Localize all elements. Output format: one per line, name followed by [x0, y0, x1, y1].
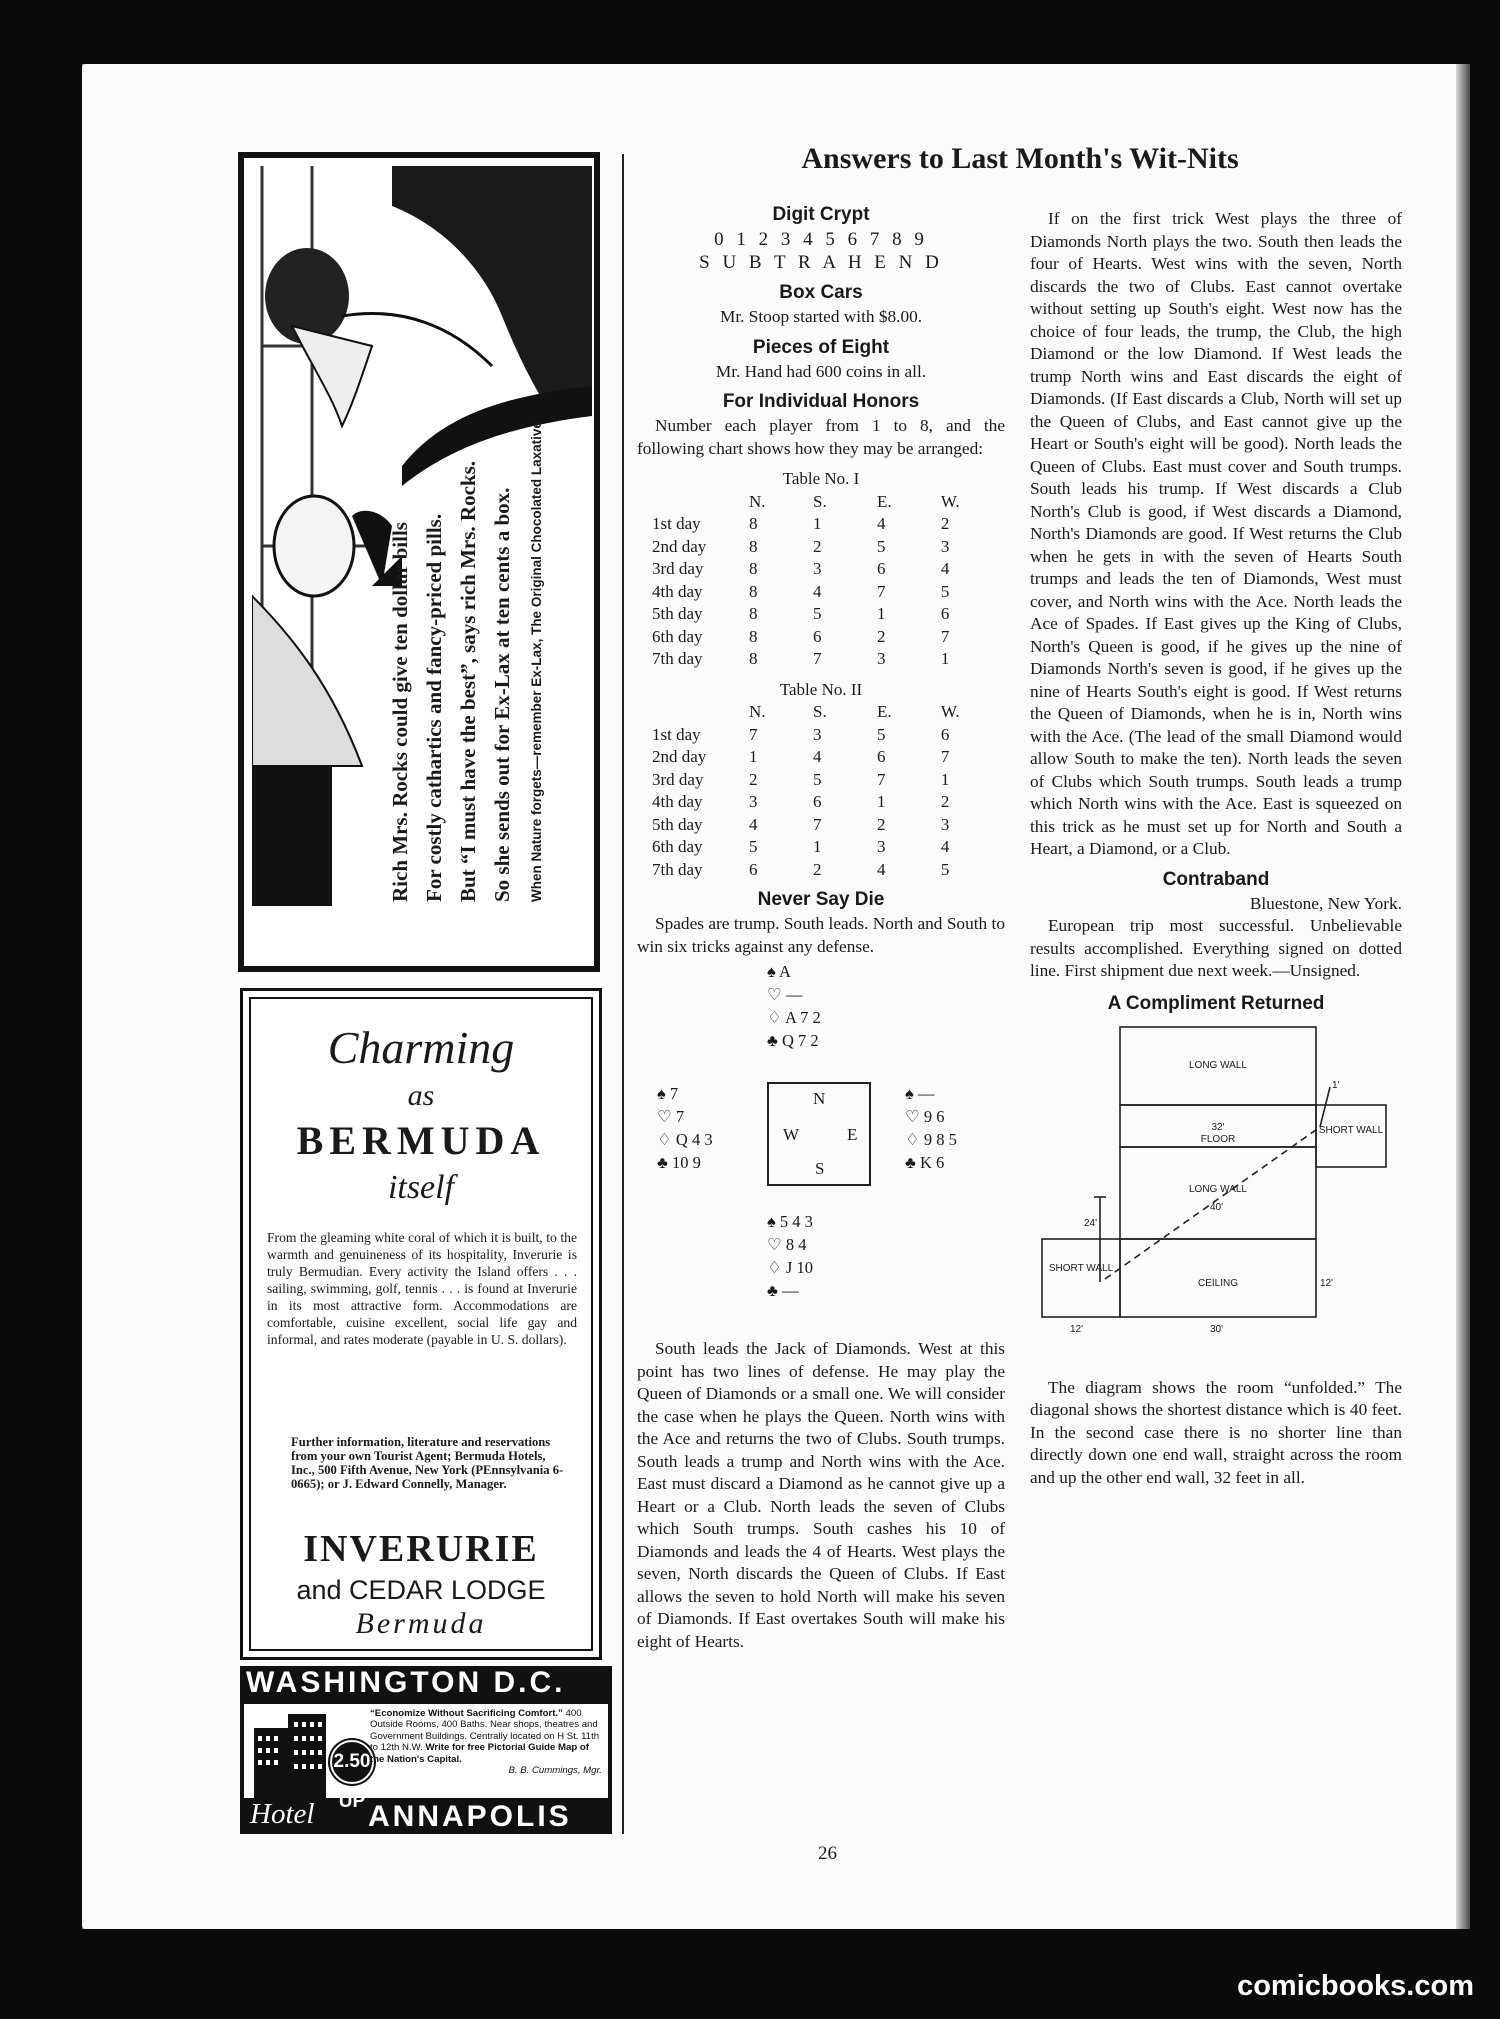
south-clubs: ♣ —: [767, 1281, 799, 1300]
never-say-die-solution: South leads the Jack of Diamonds. West at this point has two lines of defense. He may play the Queen of Diamonds or a small one. We will consider the case when he plays the Queen. North wins with the Ace and returns the two of Clubs. South trumps. South leads a trump and North wins with the Ace. East must discard a Diamond as he cannot give up a Heart or a Club. North leads the seven of Clubs which South trumps. South cashes his 10 of Diamonds and leads the 4 of Hearts. West plays the seven, North discards the Queen of Clubs. If East allows the seven to hold North will make his seven of Diamonds. If East overtakes South will make his eight of Hearts.: [637, 1339, 1005, 1651]
label-long-wall-top: LONG WALL: [1189, 1059, 1247, 1071]
table-row-day: 5th day: [652, 814, 703, 834]
label-dim-1: 1': [1332, 1079, 1340, 1091]
table-cell: 8: [749, 559, 758, 578]
table-cell: 7: [876, 581, 886, 601]
table-row: [652, 836, 1005, 859]
table-row: [652, 746, 1005, 769]
table-cell: 5: [813, 604, 822, 623]
table-column-header: N.: [749, 491, 766, 511]
north-clubs: ♣ Q 7 2: [767, 1031, 819, 1050]
label-ceiling: CEILING: [1197, 1277, 1238, 1289]
table-column-header: E.: [876, 491, 892, 511]
table-cell: 7: [940, 747, 950, 766]
ad-charming: Charming: [327, 1022, 515, 1073]
table-row-day: 2nd day: [652, 747, 707, 766]
south-hand: [767, 1210, 813, 1302]
south-spades: ♠ 5 4 3: [767, 1212, 813, 1231]
table-cell: 2: [940, 792, 950, 811]
ad-manager: B. B. Cummings, Mgr.: [508, 1765, 602, 1777]
table-cell: 2: [749, 769, 758, 789]
west-hearts: ♡ 7: [657, 1107, 685, 1126]
table-row-day: 7th day: [652, 649, 703, 668]
label-dim-30: 30': [1210, 1323, 1224, 1335]
compass-s: S: [815, 1159, 825, 1178]
table-cell: 3: [749, 792, 758, 811]
table-column-header: S.: [813, 702, 827, 721]
table-cell: 4: [876, 514, 886, 533]
room-unfolded-diagram: [1030, 1017, 1402, 1377]
north-hearts: ♡ —: [767, 985, 803, 1004]
article-column-1: [637, 202, 1005, 1653]
exlax-line-2: For costly cathartics and fancy-priced pills.: [422, 513, 446, 902]
table-row-day: 2nd day: [652, 536, 707, 556]
table-header-blank: [652, 491, 749, 514]
table-cell: 3: [940, 536, 950, 556]
east-diamonds: ♢ 9 8 5: [905, 1130, 957, 1149]
table-row: [652, 581, 1005, 604]
column-divider: [622, 154, 624, 1834]
inverurie-bermuda-advertisement: [240, 988, 602, 1660]
table-cell: 8: [749, 604, 758, 623]
east-hearts: ♡ 9 6: [905, 1107, 945, 1126]
next-page-edge: [1456, 64, 1470, 1929]
contraband-dateline: Bluestone, New York.: [1249, 893, 1402, 913]
table-row-day: 5th day: [652, 604, 703, 623]
compliment-heading: A Compliment Returned: [1107, 992, 1325, 1014]
label-dim-12-bottom: 12': [1070, 1323, 1084, 1335]
ad-annapolis-body: 400 Outside Rooms, 400 Baths. Near shops, theatres and Government Buildings. Centrally located on H St. 11th to 12th N.W.: [370, 1708, 600, 1754]
table-cell: 8: [749, 536, 758, 556]
table-row-day: 1st day: [652, 514, 701, 533]
honors-heading: For Individual Honors: [722, 391, 920, 412]
table-row: [652, 603, 1005, 626]
table-header-row: [652, 701, 1005, 724]
table-row: [652, 791, 1005, 814]
table-cell: 6: [940, 604, 950, 623]
table-cell: 8: [749, 581, 758, 601]
table-cell: 7: [813, 814, 822, 834]
exlax-advertisement: [238, 152, 600, 972]
hotel-annapolis-advertisement: [240, 1666, 612, 1834]
table-row-day: 3rd day: [652, 559, 704, 578]
ad-as: as: [407, 1079, 435, 1112]
label-short-wall-right: SHORT WALL: [1318, 1124, 1384, 1136]
table-cell: 3: [940, 814, 950, 834]
table-cell: 2: [876, 626, 886, 646]
table-header-row: [652, 491, 1005, 514]
north-spades: ♠ A: [767, 962, 791, 981]
ad-body-copy: From the gleaming white coral of which it is built, to the warmth and genuineness of its hospitality, Inverurie is truly Bermudian. Every activity the Island offers . . . sailing, swimming, golf, tennis . . . is found at Inverurie in its most attractive form. Accommodations are comfortable, cuisine excellent, social life gay and informal, and rates moderate (payable in U. S. dollars).: [267, 1230, 577, 1347]
table-header-blank: [652, 701, 749, 724]
table-1-caption: Table No. I: [782, 469, 860, 488]
table-cell: 6: [813, 626, 822, 646]
ad-bermuda-heading: BERMUDA: [296, 1118, 546, 1163]
digit-crypt-letters: S U B T R A H E N D: [699, 252, 943, 273]
table-row-day: 3rd day: [652, 769, 704, 789]
table-2: [652, 701, 1005, 881]
table-2-caption: Table No. II: [779, 679, 863, 699]
compliment-text: The diagram shows the room “unfolded.” The diagonal shows the shortest distance which is 40 feet. In the second case there is no shorter line than directly down one end wall, straight across the room and up the other end wall, 32 feet in all.: [1030, 1377, 1402, 1487]
table-row-day: 6th day: [652, 837, 703, 856]
ad-itself: itself: [387, 1169, 455, 1206]
table-column-header: W.: [940, 702, 960, 721]
south-diamonds: ♢ J 10: [767, 1258, 813, 1277]
ad-slogan: “Economize Without Sacrificing Comfort.”: [370, 1708, 563, 1719]
ad-annapolis-cta: Write for free Pictorial Guide Map of the Nation's Capital.: [370, 1742, 589, 1765]
table-row: [652, 859, 1005, 882]
table-column-header: W.: [940, 491, 960, 511]
table-cell: 5: [749, 837, 758, 856]
north-hand: [767, 960, 821, 1052]
contraband-heading: Contraband: [1162, 868, 1270, 890]
table-cell: 6: [940, 724, 950, 744]
label-floor: FLOOR: [1200, 1133, 1236, 1145]
label-dim-32: 32': [1211, 1121, 1225, 1133]
west-clubs: ♣ 10 9: [657, 1153, 701, 1172]
compass-box: [767, 1082, 871, 1186]
box-cars-heading: Box Cars: [779, 282, 863, 303]
table-cell: 4: [940, 837, 950, 856]
never-say-die-intro: Spades are trump. South leads. North and South to win six tricks against any defense.: [637, 914, 1005, 956]
north-diamonds: ♢ A 7 2: [767, 1008, 821, 1027]
table-cell: 8: [749, 649, 758, 668]
table-row: [652, 814, 1005, 837]
table-cell: 4: [940, 559, 950, 578]
watermark: comicbooks.com: [1237, 1970, 1474, 2002]
honors-text: Number each player from 1 to 8, and the following chart shows how they may be arranged:: [637, 416, 1005, 458]
table-cell: 3: [813, 559, 822, 578]
ad-inner-border: [249, 997, 593, 1651]
table-cell: 5: [876, 724, 886, 744]
table-cell: 2: [813, 536, 822, 556]
table-column-header: E.: [876, 702, 892, 721]
label-dim-12-right: 12': [1320, 1277, 1334, 1289]
page-number: 26: [818, 1843, 837, 1864]
table-cell: 1: [813, 837, 822, 856]
table-row: [652, 724, 1005, 747]
compass-n: N: [813, 1089, 826, 1108]
east-spades: ♠ —: [905, 1084, 935, 1103]
table-cell: 7: [940, 626, 950, 646]
table-cell: 7: [813, 649, 822, 668]
table-cell: 6: [876, 559, 886, 578]
table-cell: 4: [749, 814, 758, 834]
table-row: [652, 513, 1005, 536]
never-say-die-heading: Never Say Die: [757, 889, 885, 910]
table-column-header: S.: [813, 491, 827, 511]
table-cell: 1: [749, 747, 758, 766]
never-say-die-continuation: If on the first trick West plays the three of Diamonds North plays the two. South then leads the four of Hearts. West wins with the seven, North discards the two of Clubs. East cannot overtake without setting up South's eight. West now has the choice of four leads, the trump, the Club, the high Diamond or the low Diamond. If West leads the trump North wins and East discards the eight of Diamonds. (If East discards a Club, North will set up the Queen of Clubs, and East cannot give up the Heart or South's eight will be good). North leads the Queen of Clubs. East must cover and South trumps. South leads his trump. If West discards a Club North's Club is good, if West discards a Diamond, North's Diamonds are good. If West returns the Club when he gets in with the seven of Hearts South trumps and leads the ten of Diamonds, West must cover, and North wins with the Ace. North leads the Ace of Spades. If East gives up the King of Clubs, North's Queen is good, if he gives up the nine of Diamonds North's seven is good, if he gives up the nine of Hearts South's eight is good. If West returns the Queen of Diamonds, when he is in, North wins with the Ace. (The lead of the small Diamond would allow South to make the ten). North leads the seven of Clubs which South trumps. South leads a trump which North wins with the Ace. East is squeezed on this trick as he must set up for North and South a Heart, a Diamond, or a Club.: [1030, 209, 1402, 858]
table-cell: 3: [876, 649, 886, 668]
label-long-wall-mid: LONG WALL: [1189, 1183, 1247, 1195]
ad-hotel-name: ANNAPOLIS: [368, 1800, 572, 1833]
article-title: Answers to Last Month's Wit-Nits: [801, 142, 1239, 175]
table-row-day: 6th day: [652, 626, 703, 646]
table-row: [652, 648, 1005, 671]
west-diamonds: ♢ Q 4 3: [657, 1130, 713, 1149]
table-row: [652, 626, 1005, 649]
table-cell: 6: [876, 747, 886, 766]
pieces-of-eight-heading: Pieces of Eight: [752, 336, 890, 358]
table-cell: 5: [876, 536, 886, 556]
ad-cedar-lodge: and CEDAR LODGE: [296, 1575, 546, 1605]
table-cell: 7: [876, 769, 886, 789]
ad-hotel-name: INVERURIE: [303, 1528, 539, 1570]
exlax-line-1: Rich Mrs. Rocks could give ten dollar bills: [388, 522, 412, 902]
exlax-tagline: When Nature forgets—remember Ex-Lax, The Original Chocolated Laxative: [529, 421, 544, 902]
west-spades: ♠ 7: [657, 1084, 679, 1103]
compass-e: E: [847, 1125, 858, 1144]
table-cell: 3: [813, 724, 822, 744]
table-cell: 5: [940, 859, 950, 879]
table-row-day: 1st day: [652, 724, 701, 744]
table-cell: 6: [813, 792, 822, 811]
table-cell: 4: [813, 581, 822, 601]
south-hearts: ♡ 8 4: [767, 1235, 807, 1254]
ad-reservation-info: Further information, literature and reservations from your own Tourist Agent; Bermuda Hotels, Inc., 500 Fifth Avenue, New York (PEnnsylvania 6-0665); or J. Edward Connelly, Manager.: [291, 1435, 564, 1491]
label-dim-40: 40': [1210, 1201, 1224, 1213]
west-hand: [657, 1082, 713, 1174]
box-cars-answer: Mr. Stoop started with $8.00.: [719, 307, 923, 326]
table-cell: 2: [940, 514, 950, 533]
table-row: [652, 536, 1005, 559]
table-cell: 8: [749, 626, 758, 646]
compass-w: W: [783, 1125, 800, 1144]
table-row: [652, 769, 1005, 792]
table-1: [652, 491, 1005, 671]
table-cell: 3: [876, 837, 886, 856]
table-cell: 1: [876, 792, 886, 811]
table-row-day: 4th day: [652, 792, 703, 811]
table-cell: 1: [940, 649, 950, 668]
table-cell: 5: [813, 769, 822, 789]
table-cell: 1: [940, 769, 950, 789]
label-short-wall-left: SHORT WALL: [1048, 1262, 1114, 1274]
table-row-day: 7th day: [652, 859, 703, 879]
hotel-building-icon: [248, 1708, 332, 1800]
table-cell: 2: [876, 814, 886, 834]
ad-annapolis-copy: [370, 1708, 602, 1776]
table-cell: 6: [749, 859, 758, 879]
table-cell: 1: [813, 514, 822, 533]
exlax-line-4: So she sends out for Ex-Lax at ten cents a box.: [490, 487, 514, 902]
table-row-day: 4th day: [652, 581, 703, 601]
bridge-diagram: [637, 958, 1005, 1338]
article-column-2: [1030, 208, 1402, 1489]
table-row: [652, 558, 1005, 581]
table-cell: 4: [813, 747, 822, 766]
east-clubs: ♣ K 6: [905, 1153, 945, 1172]
table-cell: 8: [749, 514, 758, 533]
ad-location: Bermuda: [355, 1607, 487, 1640]
digit-crypt-digits: 0 1 2 3 4 5 6 7 8 9: [714, 229, 928, 250]
table-cell: 2: [813, 859, 822, 879]
digit-crypt-heading: Digit Crypt: [772, 204, 870, 225]
table-cell: 7: [749, 724, 758, 744]
pieces-of-eight-answer: Mr. Hand had 600 coins in all.: [715, 361, 927, 381]
label-dim-24: 24': [1084, 1217, 1098, 1229]
table-column-header: N.: [749, 702, 766, 721]
table-cell: 4: [876, 859, 886, 879]
contraband-text: European trip most successful. Unbelievable results accomplished. Everything signed on dotted line. First shipment due next week.—Unsigned.: [1030, 916, 1402, 980]
ad-city-banner: WASHINGTON D.C.: [246, 1666, 566, 1699]
price-badge: 2.50 UP: [330, 1740, 374, 1784]
exlax-line-3: But “I must have the best”, says rich Mrs. Rocks.: [456, 461, 480, 902]
table-cell: 1: [876, 604, 886, 623]
ad-hotel-word: Hotel: [250, 1798, 315, 1830]
table-cell: 5: [940, 581, 950, 601]
east-hand: [905, 1082, 957, 1174]
